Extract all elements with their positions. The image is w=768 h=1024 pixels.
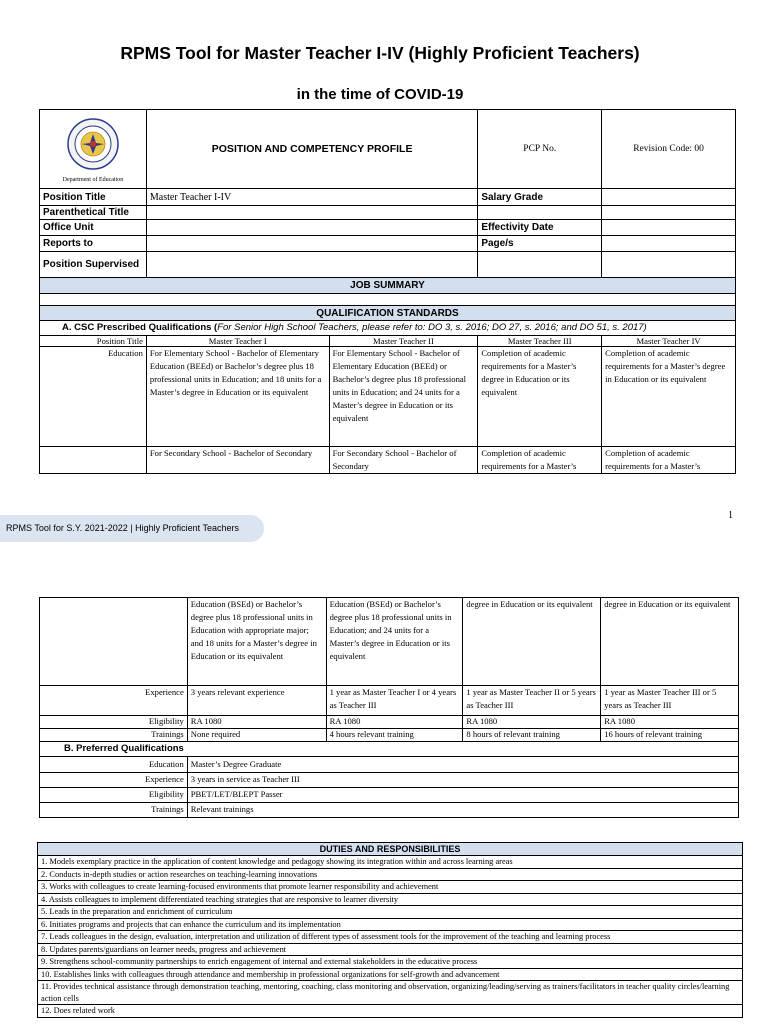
document-title: RPMS Tool for Master Teacher I-IV (Highly Proficient Teachers)	[120, 43, 640, 63]
value-parenthetical-title	[146, 206, 477, 220]
education-sec-top-mt2: For Secondary School - Bachelor of Secondary	[329, 447, 478, 474]
education-label-spacer	[40, 447, 147, 474]
value-effectivity-date	[602, 220, 736, 236]
duty-item: 2. Conducts in-depth studies or action researches on teaching-learning innovations	[38, 868, 743, 881]
csc-heading-bold: A. CSC Prescribed Qualifications (	[62, 322, 218, 333]
preferred-heading: B. Preferred Qualifications	[40, 742, 739, 757]
label-position-supervised: Position Supervised	[40, 252, 147, 278]
label-effectivity-date: Effectivity Date	[478, 220, 602, 236]
education-elem-mt3: Completion of academic requirements for a Master’s degree in Education or its equivalent	[478, 347, 602, 447]
csc-heading	[40, 321, 736, 336]
value-blank-2	[602, 252, 736, 278]
value-reports-to	[146, 236, 477, 252]
value-blank-1	[602, 206, 736, 220]
preferred-eligibility-label: Eligibility	[40, 788, 188, 803]
duty-item: 7. Leads colleagues in the design, evaluation, interpretation and utilization of different types of assessment tools for the improvement of the teaching and learning process	[38, 931, 743, 944]
duty-item: 4. Assists colleagues to implement differentiated teaching strategies that are responsive to learner diversity	[38, 893, 743, 906]
label-pages: Page/s	[478, 236, 602, 252]
value-salary-grade	[602, 189, 736, 206]
trainings-label: Trainings	[40, 729, 188, 742]
education-sec-bottom-mt3: degree in Education or its equivalent	[463, 598, 601, 686]
experience-mt1: 3 years relevant experience	[187, 686, 326, 716]
trainings-mt3: 8 hours of relevant training	[463, 729, 601, 742]
label-reports-to: Reports to	[40, 236, 147, 252]
experience-label: Experience	[40, 686, 188, 716]
education-sec-bottom-mt1: Education (BSEd) or Bachelor’s degree plus 18 professional units in Education with appropriate major; and 18 units for a Master’s degree in Education or its equivalent	[187, 598, 326, 686]
preferred-trainings-label: Trainings	[40, 803, 188, 818]
education-sec-top-mt1: For Secondary School - Bachelor of Secondary	[146, 447, 329, 474]
duty-item: 6. Initiates programs and projects that can enhance the curriculum and its implementation	[38, 918, 743, 931]
preferred-experience-label: Experience	[40, 773, 188, 788]
preferred-experience-value: 3 years in service as Teacher III	[187, 773, 738, 788]
duty-item: 10. Establishes links with colleagues through attendance and membership in professional organizations for self-growth and advancement	[38, 968, 743, 981]
duty-item: 12. Does related work	[38, 1005, 743, 1018]
education-elem-mt4: Completion of academic requirements for a Master’s degree in Education or its equivalent	[602, 347, 736, 447]
education-sec-top-mt4: Completion of academic requirements for a Master’s	[602, 447, 736, 474]
col-master-teacher-1: Master Teacher I	[146, 336, 329, 347]
trainings-mt2: 4 hours relevant training	[326, 729, 463, 742]
duty-item: 11. Provides technical assistance through demonstration teaching, mentoring, coaching, class monitoring and observation, organizing/leading/serving as trainers/facilitators in teacher quality circles/learning action cells	[38, 981, 743, 1005]
preferred-trainings-value: Relevant trainings	[187, 803, 738, 818]
trainings-mt4: 16 hours of relevant training	[601, 729, 739, 742]
label-position-title: Position Title	[40, 189, 147, 206]
education-sec-bottom-mt2: Education (BSEd) or Bachelor’s degree plus 18 professional units in Education; and 24 units for a Master’s degree in Education or its equivalent	[326, 598, 463, 686]
duty-item: 3. Works with colleagues to create learning-focused environments that promote learner responsibility and achievement	[38, 881, 743, 894]
label-salary-grade: Salary Grade	[478, 189, 602, 206]
position-profile-table	[39, 109, 736, 474]
page-footer: RPMS Tool for S.Y. 2021-2022 | Highly Proficient Teachers	[0, 515, 264, 542]
job-summary-heading: JOB SUMMARY	[40, 278, 736, 294]
experience-mt2: 1 year as Master Teacher I or 4 years as Teacher III	[326, 686, 463, 716]
preferred-education-value: Master’s Degree Graduate	[187, 757, 738, 773]
col-master-teacher-2: Master Teacher II	[329, 336, 478, 347]
duty-item: 9. Strengthens school-community partnerships to enrich engagement of internal and external stakeholders in the educative process	[38, 956, 743, 969]
education-elem-mt2: For Elementary School - Bachelor of Elementary Education (BEEd) or Bachelor’s degree plus 18 professional units in Education; and 24 units for a Master’s degree in Education or its equivalent	[329, 347, 478, 447]
education-sec-bottom-mt4: degree in Education or its equivalent	[601, 598, 739, 686]
eligibility-mt2: RA 1080	[326, 716, 463, 729]
education-label: Education	[40, 347, 147, 447]
qualification-continued-table	[39, 597, 739, 818]
value-position-supervised	[146, 252, 477, 278]
eligibility-label: Eligibility	[40, 716, 188, 729]
qualification-standards-heading: QUALIFICATION STANDARDS	[40, 306, 736, 321]
job-summary-body	[40, 294, 736, 306]
document-subtitle-cut: in the time of COVID-19	[296, 86, 464, 103]
trainings-mt1: None required	[187, 729, 326, 742]
eligibility-mt1: RA 1080	[187, 716, 326, 729]
value-position-title: Master Teacher I-IV	[146, 189, 477, 206]
duty-item: 8. Updates parents/guardians on learner needs, progress and achievement	[38, 943, 743, 956]
label-office-unit: Office Unit	[40, 220, 147, 236]
education-sec-top-mt3: Completion of academic requirements for a Master’s	[478, 447, 602, 474]
page-number: 1	[728, 510, 733, 521]
preferred-education-label: Education	[40, 757, 188, 773]
label-blank-1	[478, 206, 602, 220]
dept-label: Department of Education	[62, 176, 124, 183]
value-office-unit	[146, 220, 477, 236]
duties-table	[37, 842, 743, 1018]
eligibility-mt4: RA 1080	[601, 716, 739, 729]
education-label-spacer-2	[40, 598, 188, 686]
csc-heading-italic: For Senior High School Teachers, please refer to: DO 3, s. 2016; DO 27, s. 2016; and DO 51, s. 2017)	[217, 322, 647, 333]
pcp-label: PCP No.	[478, 110, 602, 189]
value-pages	[602, 236, 736, 252]
preferred-eligibility-value: PBET/LET/BLEPT Passer	[187, 788, 738, 803]
eligibility-mt3: RA 1080	[463, 716, 601, 729]
label-blank-2	[478, 252, 602, 278]
revision-label: Revision Code: 00	[602, 110, 736, 189]
duties-heading: DUTIES AND RESPONSIBILITIES	[38, 843, 743, 856]
education-elem-mt1: For Elementary School - Bachelor of Elementary Education (BEEd) or Bachelor’s degree plus 18 professional units in Education; and 18 units for a Master’s degree in Education or its equivalent	[146, 347, 329, 447]
profile-title: POSITION AND COMPETENCY PROFILE	[146, 110, 477, 189]
experience-mt4: 1 year as Master Teacher III or 5 years as Teacher III	[601, 686, 739, 716]
duty-item: 1. Models exemplary practice in the application of content knowledge and pedagogy showing its integration within and across learning areas	[38, 856, 743, 869]
duty-item: 5. Leads in the preparation and enrichment of curriculum	[38, 906, 743, 919]
deped-logo-cell	[40, 110, 147, 189]
experience-mt3: 1 year as Master Teacher II or 5 years as Teacher III	[463, 686, 601, 716]
col-master-teacher-3: Master Teacher III	[478, 336, 602, 347]
col-master-teacher-4: Master Teacher IV	[602, 336, 736, 347]
label-parenthetical-title: Parenthetical Title	[40, 206, 147, 220]
deped-seal-icon	[66, 117, 120, 171]
position-title-label: Position Title	[40, 336, 147, 347]
